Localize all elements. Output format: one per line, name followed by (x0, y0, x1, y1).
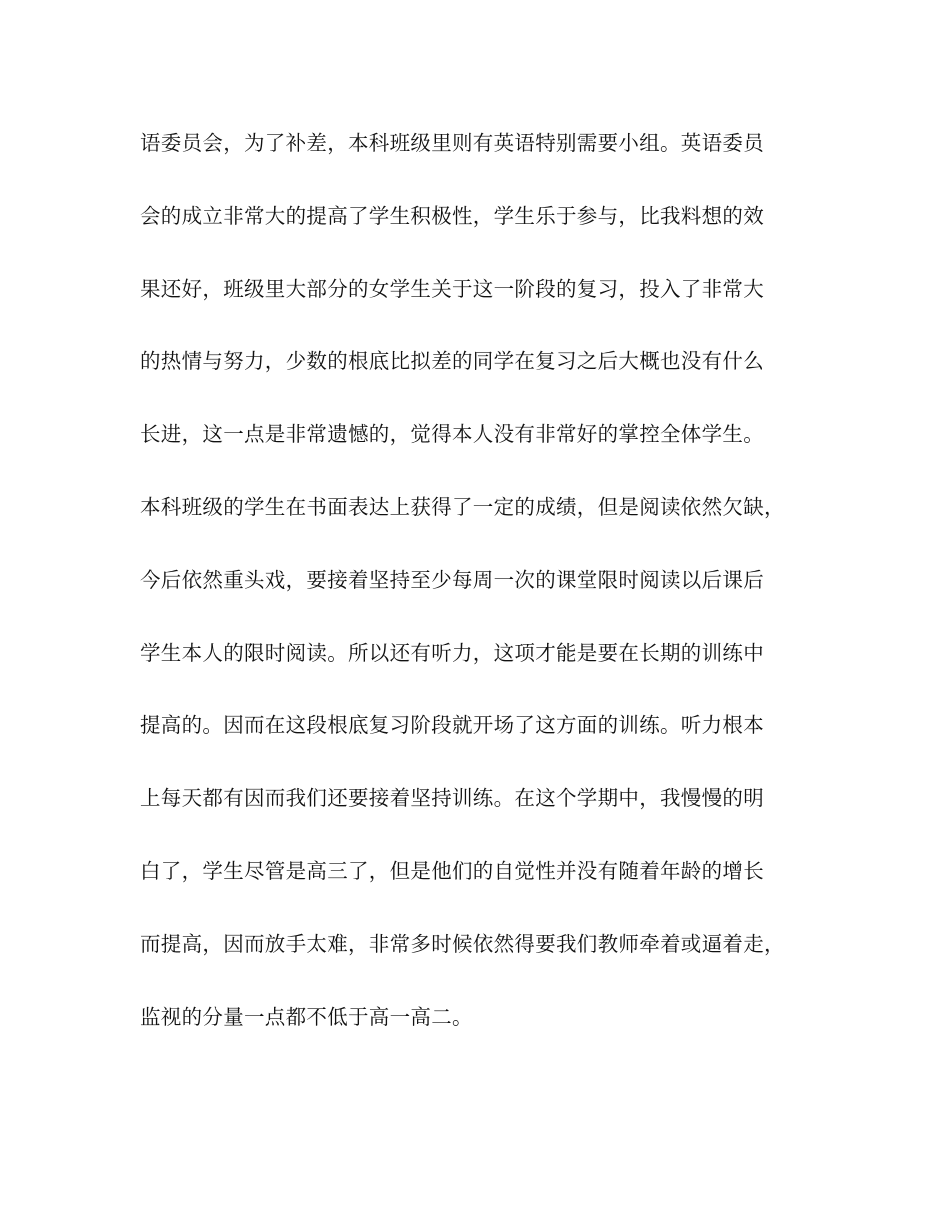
text-line-11: 白了，学生尽管是高三了，但是他们的自觉性并没有随着年龄的增长 (140, 858, 764, 883)
text-line-12: 而提高，因而放手太难，非常多时候依然得要我们教师牵着或逼着走， (140, 931, 785, 956)
text-line-10: 上每天都有因而我们还要接着坚持训练。在这个学期中，我慢慢的明 (140, 786, 764, 811)
body-text (140, 122, 840, 1068)
text-line-3: 果还好，班级里大部分的女学生关于这一阶段的复习，投入了非常大 (140, 276, 764, 301)
text-line-4: 的热情与努力，少数的根底比拟差的同学在复习之后大概也没有什么 (140, 349, 764, 374)
text-line-7: 今后依然重头戏，要接着坚持至少每周一次的课堂限时阅读以后课后 (140, 567, 764, 592)
text-line-8: 学生本人的限时阅读。所以还有听力，这项才能是要在长期的训练中 (140, 640, 764, 665)
text-line-2: 会的成立非常大的提高了学生积极性，学生乐于参与，比我料想的效 (140, 203, 764, 228)
text-line-9: 提高的。因而在这段根底复习阶段就开场了这方面的训练。听力根本 (140, 713, 764, 738)
text-line-6: 本科班级的学生在书面表达上获得了一定的成绩，但是阅读依然欠缺， (140, 494, 785, 519)
text-line-5: 长进，这一点是非常遗憾的，觉得本人没有非常好的掌控全体学生。 (140, 422, 764, 447)
text-line-13: 监视的分量一点都不低于高一高二。 (140, 1004, 473, 1029)
text-line-1: 语委员会，为了补差，本科班级里则有英语特别需要小组。英语委员 (140, 131, 764, 155)
